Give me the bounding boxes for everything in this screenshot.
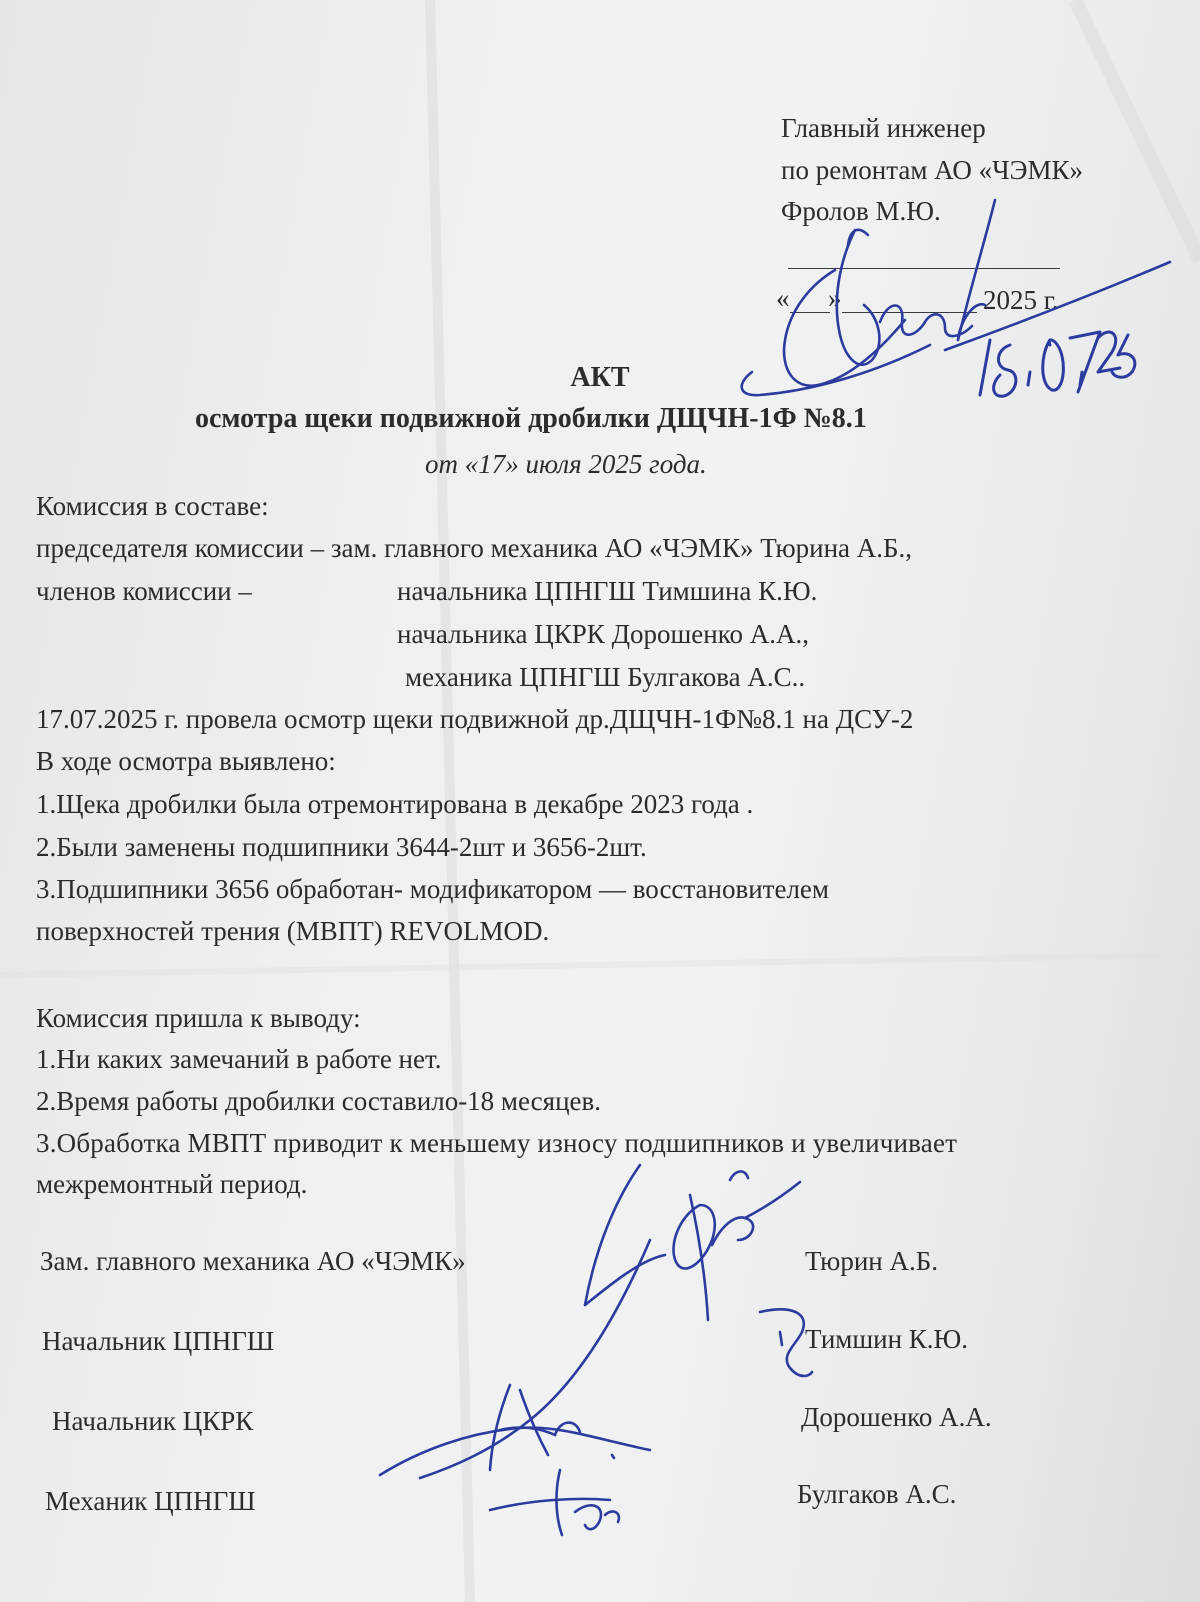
commission-member: начальника ЦПНГШ Тимшина К.Ю.: [397, 576, 818, 606]
conclusion-item: 1.Ни каких замечаний в работе нет.: [36, 1044, 442, 1074]
approval-date-quote-close: »: [828, 283, 842, 313]
commission-members-label: членов комиссии –: [36, 576, 252, 606]
signer-name: Тюрин А.Б.: [805, 1246, 938, 1276]
conclusion-intro: Комиссия пришла к выводу:: [36, 1003, 361, 1033]
signer-name: Булгаков А.С.: [797, 1479, 957, 1509]
signer-position: Зам. главного механика АО «ЧЭМК»: [40, 1246, 466, 1276]
findings-intro: В ходе осмотра выявлено:: [36, 746, 336, 776]
approval-day-line: [790, 312, 830, 313]
approver-position-line2: по ремонтам АО «ЧЭМК»: [781, 155, 1083, 185]
document-title: АКТ: [570, 362, 630, 393]
approval-date-quote-open: «: [776, 283, 790, 313]
inspection-statement: 17.07.2025 г. провела осмотр щеки подвижной др.ДЩЧН-1Ф№8.1 на ДСУ-2: [36, 704, 914, 734]
signer-position: Механик ЦПНГШ: [45, 1486, 256, 1516]
signer-position: Начальник ЦКРК: [52, 1406, 254, 1436]
document-date: от «17» июля 2025 года.: [425, 449, 707, 479]
finding-item: 2.Были заменены подшипники 3644-2шт и 3656-2шт.: [36, 832, 647, 862]
approver-name: Фролов М.Ю.: [781, 196, 941, 226]
approval-date-year: 2025 г.: [983, 285, 1059, 315]
commission-member: механика ЦПНГШ Булгакова А.С..: [405, 662, 806, 692]
finding-item: 1.Щека дробилки была отремонтирована в декабре 2023 года .: [36, 789, 754, 819]
approval-month-line: [842, 312, 977, 313]
commission-intro: Комиссия в составе:: [36, 491, 269, 521]
commission-member: начальника ЦКРК Дорошенко А.А.,: [397, 619, 809, 649]
approver-position-line1: Главный инженер: [781, 113, 986, 143]
document-subtitle: осмотра щеки подвижной дробилки ДЩЧН-1Ф №8.1: [195, 403, 867, 434]
conclusion-item: 3.Обработка МВПТ приводит к меньшему износу подшипников и увеличивает: [36, 1128, 958, 1158]
conclusion-item-continued: межремонтный период.: [36, 1169, 308, 1199]
signer-position: Начальник ЦПНГШ: [42, 1326, 275, 1356]
commission-chair: председателя комиссии – зам. главного механика АО «ЧЭМК» Тюрина А.Б.,: [36, 533, 913, 563]
signer-name: Дорошенко А.А.: [801, 1402, 992, 1432]
finding-item: 3.Подшипники 3656 обработан- модификатором — восстановителем: [36, 874, 830, 904]
approval-signature-line: [788, 268, 1060, 269]
signer-name: Тимшин К.Ю.: [805, 1324, 969, 1354]
finding-item-continued: поверхностей трения (МВПТ) REVOLMOD.: [36, 916, 550, 946]
conclusion-item: 2.Время работы дробилки составило-18 месяцев.: [36, 1086, 602, 1116]
